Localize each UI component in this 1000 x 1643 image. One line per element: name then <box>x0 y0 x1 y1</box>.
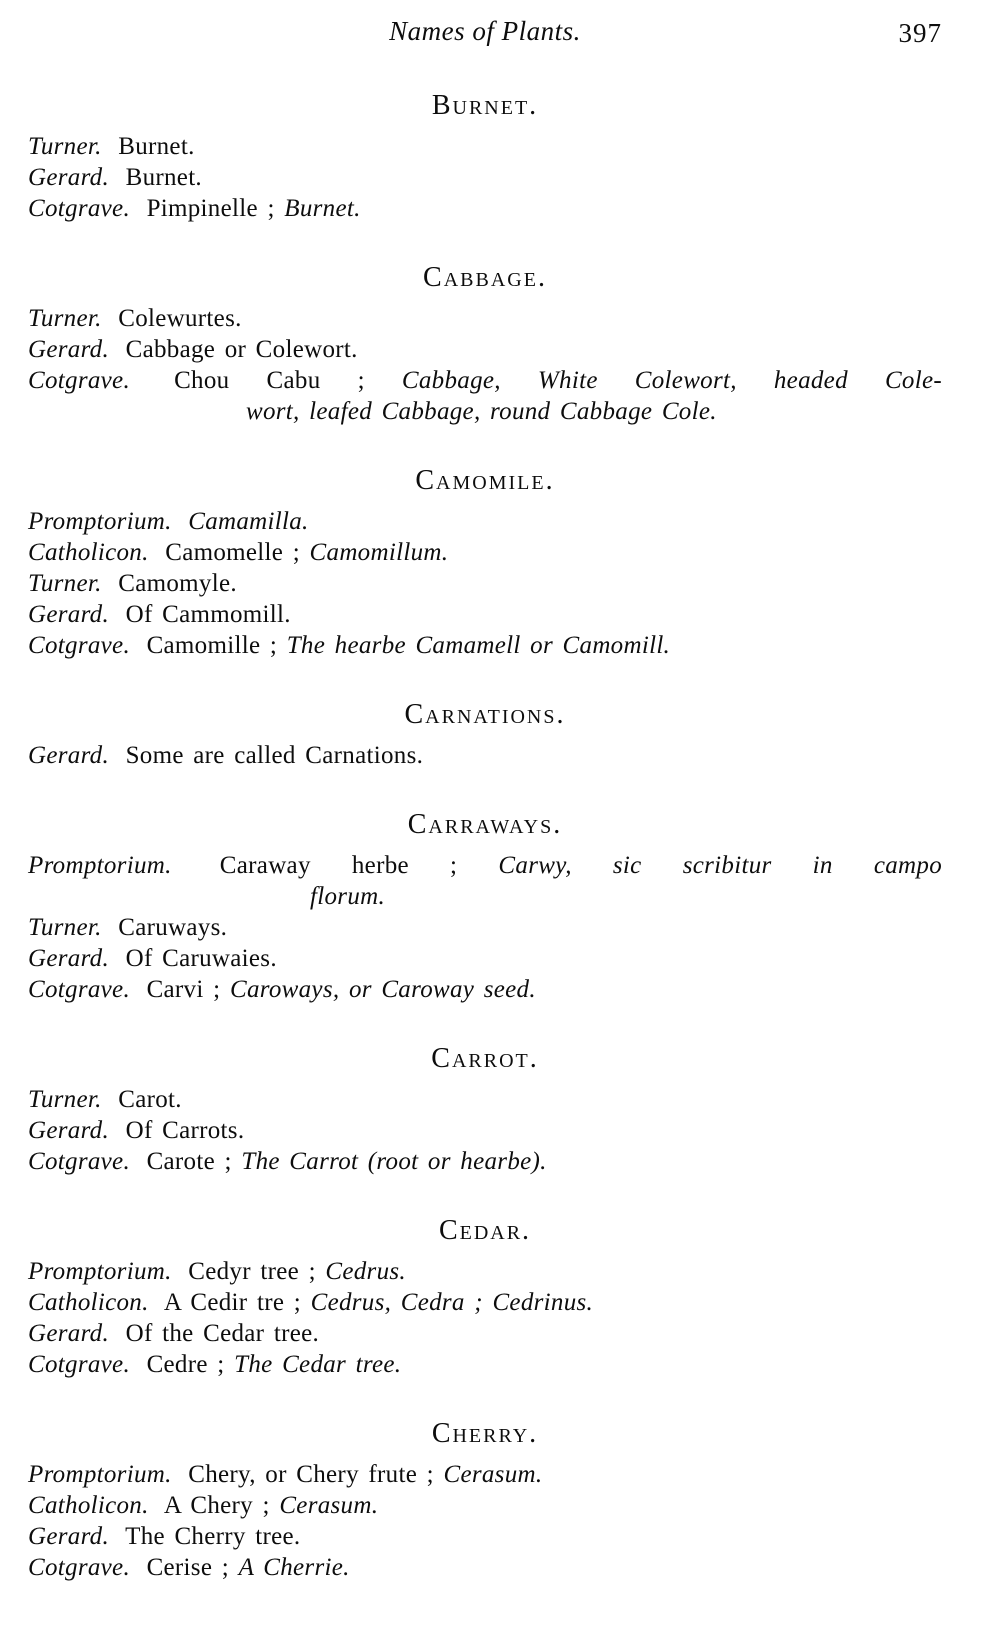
entry-roman: A Chery ; <box>163 1492 270 1519</box>
entry-roman: A Cedir tre ; <box>163 1289 302 1316</box>
section-burnet <box>28 90 942 224</box>
entry-roman: The Cherry tree. <box>125 1523 301 1550</box>
section-carraways <box>28 809 942 1005</box>
entry-line <box>28 365 942 396</box>
section-carnations <box>28 699 942 771</box>
entry-roman: Caraway herbe ; <box>219 852 458 879</box>
entry-line <box>28 334 942 365</box>
entry-italic: The Carrot (root or hearbe). <box>241 1148 547 1175</box>
section-heading: Carrot. <box>431 1043 539 1074</box>
entry-line <box>28 850 942 881</box>
section-heading: Burnet. <box>431 90 539 121</box>
entry-roman: Camomelle ; <box>165 539 300 566</box>
entry-roman: Burnet. <box>125 164 202 191</box>
section-carrot <box>28 1043 942 1177</box>
entry-italic: Cerasum. <box>443 1461 543 1488</box>
entry-source: Gerard. <box>28 1523 110 1550</box>
entry-continuation <box>28 396 942 427</box>
entry-italic: Cabbage, White Colewort, headed Cole- <box>401 367 942 394</box>
section-camomile <box>28 465 942 661</box>
entry-source: Catholicon. <box>28 539 149 566</box>
section-heading: Cherry. <box>431 1418 539 1449</box>
entry-source: Gerard. <box>28 1320 110 1347</box>
entry-italic: Camamilla. <box>188 508 309 535</box>
entry-line <box>28 506 942 537</box>
entry-source: Promptorium. <box>28 1258 172 1285</box>
entry-roman: Carote ; <box>146 1148 232 1175</box>
entry-line <box>28 568 942 599</box>
entry-line <box>28 303 942 334</box>
entry-line <box>28 943 942 974</box>
page-header <box>28 16 942 52</box>
entry-source: Gerard. <box>28 742 110 769</box>
entry-source: Promptorium. <box>28 508 172 535</box>
entry-roman: Caruways. <box>118 914 228 941</box>
entry-roman: Colewurtes. <box>118 305 242 332</box>
entry-source: Gerard. <box>28 1117 110 1144</box>
entry-source: Gerard. <box>28 945 110 972</box>
entry-roman: Camomyle. <box>118 570 237 597</box>
entry-source: Turner. <box>28 1086 102 1113</box>
entry-line <box>28 974 942 1005</box>
entry-roman: Chou Cabu ; <box>174 367 365 394</box>
entry-source: Cotgrave. <box>28 976 130 1003</box>
entry-line <box>28 1490 942 1521</box>
section-heading: Camomile. <box>415 465 555 496</box>
entry-source: Gerard. <box>28 164 110 191</box>
entry-roman: Cedyr tree ; <box>188 1258 316 1285</box>
entry-italic: Caroways, or Caroway seed. <box>229 976 536 1003</box>
entry-line <box>28 1115 942 1146</box>
section-cabbage <box>28 262 942 427</box>
entry-line <box>28 1287 942 1318</box>
entry-line <box>28 1349 942 1380</box>
entry-roman: Of Carrots. <box>125 1117 245 1144</box>
entry-roman: Carot. <box>118 1086 182 1113</box>
entry-continuation <box>28 881 942 912</box>
entry-line <box>28 193 942 224</box>
entry-line <box>28 131 942 162</box>
entry-line <box>28 1318 942 1349</box>
entry-italic: Cedrus, Cedra ; Cedrinus. <box>310 1289 594 1316</box>
entry-roman: Of Caruwaies. <box>125 945 277 972</box>
entry-line <box>28 1552 942 1583</box>
entry-roman: Pimpinelle ; <box>146 195 275 222</box>
entry-source: Cotgrave. <box>28 367 130 394</box>
section-cedar <box>28 1215 942 1380</box>
entry-line <box>28 537 942 568</box>
entry-source: Promptorium. <box>28 852 172 879</box>
section-heading: Carnations. <box>404 699 566 730</box>
entry-line <box>28 1459 942 1490</box>
entry-source: Turner. <box>28 914 102 941</box>
page-number: 397 <box>898 18 942 48</box>
section-cherry <box>28 1418 942 1583</box>
entry-italic: Cedrus. <box>325 1258 406 1285</box>
entry-source: Turner. <box>28 570 102 597</box>
section-heading: Cabbage. <box>423 262 547 293</box>
page-title: Names of Plants. <box>389 16 581 46</box>
entry-roman: Camomille ; <box>146 632 278 659</box>
entry-source: Cotgrave. <box>28 1554 130 1581</box>
page-body <box>28 90 942 1583</box>
entry-source: Cotgrave. <box>28 632 130 659</box>
entry-source: Promptorium. <box>28 1461 172 1488</box>
section-heading: Cedar. <box>438 1215 532 1246</box>
entry-italic: A Cherrie. <box>238 1554 350 1581</box>
entry-source: Gerard. <box>28 601 110 628</box>
entry-line <box>28 599 942 630</box>
entry-source: Turner. <box>28 133 102 160</box>
entry-line <box>28 740 942 771</box>
entry-source: Gerard. <box>28 336 110 363</box>
entry-line <box>28 1521 942 1552</box>
entry-source: Turner. <box>28 305 102 332</box>
section-heading: Carraways. <box>407 809 563 840</box>
entry-roman: Some are called Carnations. <box>125 742 424 769</box>
entry-italic: Camomillum. <box>309 539 449 566</box>
entry-italic: Burnet. <box>284 195 361 222</box>
entry-roman: Cedre ; <box>146 1351 225 1378</box>
entry-line <box>28 1256 942 1287</box>
entry-italic: florum. <box>310 883 386 910</box>
entry-line <box>28 630 942 661</box>
entry-italic: The hearbe Camamell or Camomill. <box>286 632 671 659</box>
entry-line <box>28 162 942 193</box>
entry-roman: Of the Cedar tree. <box>125 1320 320 1347</box>
entry-roman: Chery, or Chery frute ; <box>188 1461 434 1488</box>
entry-italic: Carwy, sic scribitur in campo <box>498 852 942 879</box>
entry-source: Catholicon. <box>28 1492 149 1519</box>
entry-line <box>28 1084 942 1115</box>
entry-source: Cotgrave. <box>28 1148 130 1175</box>
entry-roman: Cabbage or Colewort. <box>125 336 358 363</box>
entry-line <box>28 1146 942 1177</box>
entry-roman: Burnet. <box>118 133 195 160</box>
entry-italic: The Cedar tree. <box>234 1351 402 1378</box>
entry-italic: wort, leafed Cabbage, round Cabbage Cole. <box>246 398 717 425</box>
entry-line <box>28 912 942 943</box>
entry-roman: Carvi ; <box>146 976 221 1003</box>
entry-source: Cotgrave. <box>28 195 130 222</box>
entry-roman: Cerise ; <box>146 1554 230 1581</box>
entry-source: Cotgrave. <box>28 1351 130 1378</box>
entry-source: Catholicon. <box>28 1289 149 1316</box>
entry-italic: Cerasum. <box>279 1492 379 1519</box>
entry-roman: Of Cammomill. <box>125 601 291 628</box>
